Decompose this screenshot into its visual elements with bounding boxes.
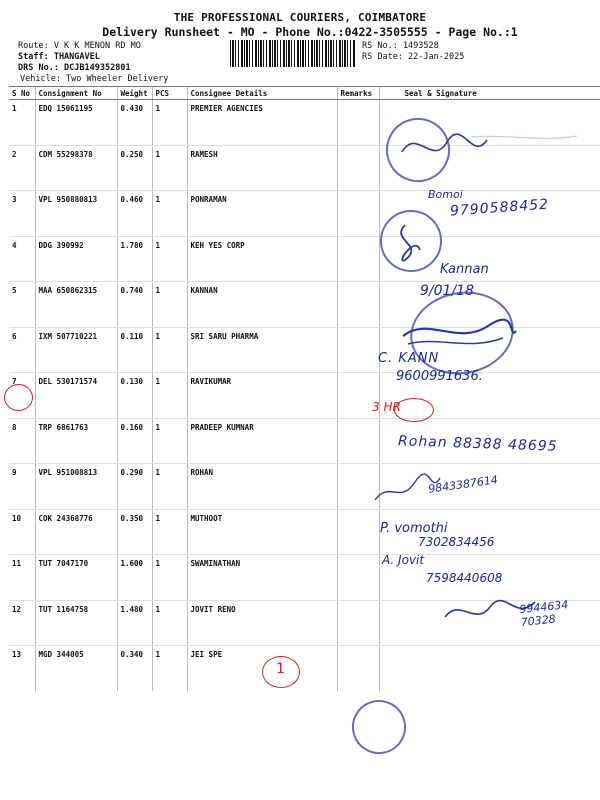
cell-remarks bbox=[337, 600, 379, 646]
cell-pcs: 1 bbox=[152, 373, 187, 419]
handwriting-row11-name: P. vomothi bbox=[380, 521, 448, 536]
cell-weight: 0.160 bbox=[117, 418, 152, 464]
cell-sno: 2 bbox=[9, 145, 35, 191]
cell-remarks bbox=[337, 418, 379, 464]
cell-weight: 1.780 bbox=[117, 236, 152, 282]
cell-signature bbox=[379, 646, 600, 691]
cell-pcs: 1 bbox=[152, 236, 187, 282]
cell-remarks bbox=[337, 327, 379, 373]
cell-weight: 0.110 bbox=[117, 327, 152, 373]
cell-weight: 0.340 bbox=[117, 646, 152, 691]
cell-remarks bbox=[337, 555, 379, 601]
cell-weight: 0.130 bbox=[117, 373, 152, 419]
col-remarks: Remarks bbox=[337, 87, 379, 100]
cell-consignment: MGD 344005 bbox=[35, 646, 117, 691]
col-seal-signature: Seal & Signature bbox=[379, 87, 600, 100]
handwriting-row7-name: C. KANN bbox=[378, 351, 440, 366]
cell-consignment: TUT 7047170 bbox=[35, 555, 117, 601]
cell-remarks bbox=[337, 145, 379, 191]
cell-remarks bbox=[337, 100, 379, 146]
handwriting-row5-date: 9/01/18 bbox=[420, 283, 474, 299]
cell-sno: 11 bbox=[9, 555, 35, 601]
handwriting-row7-phone: 9600991636. bbox=[396, 369, 483, 384]
table-row bbox=[9, 646, 600, 691]
vehicle: Vehicle: Two Wheeler Delivery bbox=[20, 74, 169, 84]
cell-pcs: 1 bbox=[152, 100, 187, 146]
table-row bbox=[9, 509, 600, 555]
cell-sno: 10 bbox=[9, 509, 35, 555]
handwriting-row11-phone: 7302834456 bbox=[418, 535, 495, 549]
cell-consignee: RAVIKUMAR bbox=[187, 373, 337, 419]
cell-weight: 0.460 bbox=[117, 191, 152, 237]
cell-sno: 13 bbox=[12, 650, 22, 659]
cell-weight: 0.290 bbox=[117, 464, 152, 510]
cell-sno: 8 bbox=[9, 418, 35, 464]
cell-pcs: 1 bbox=[152, 464, 187, 510]
col-weight: Weight bbox=[117, 87, 152, 100]
signature-row4 bbox=[385, 215, 445, 270]
barcode bbox=[230, 40, 355, 67]
cell-consignee: RAMESH bbox=[187, 145, 337, 191]
cell-consignee: MUTHOOT bbox=[187, 509, 337, 555]
handwriting-row9: Rohan 88388 48695 bbox=[397, 433, 558, 455]
cell-consignment: MAA 650862315 bbox=[35, 282, 117, 328]
cell-sno: 12 bbox=[9, 600, 35, 646]
cell-weight: 0.250 bbox=[117, 145, 152, 191]
handwriting-row12-phone: 7598440608 bbox=[426, 571, 503, 585]
cell-remarks bbox=[337, 509, 379, 555]
cell-consignment: CDM 55298378 bbox=[35, 145, 117, 191]
cell-consignment: VPL 950880813 bbox=[35, 191, 117, 237]
col-sno: S No bbox=[9, 87, 35, 100]
handwriting-row13-phone: 9944634 70328 bbox=[518, 598, 569, 630]
cell-consignment: DEL 530171574 bbox=[35, 373, 117, 419]
cell-consignment: EDQ 15061195 bbox=[35, 100, 117, 146]
cell-consignee: KANNAN bbox=[187, 282, 337, 328]
signature-row1 bbox=[392, 122, 582, 182]
cell-remarks bbox=[337, 646, 379, 691]
table-row bbox=[9, 236, 600, 282]
cell-pcs: 1 bbox=[152, 418, 187, 464]
cell-consignment: DDG 390992 bbox=[35, 236, 117, 282]
cell-consignee: KEH YES CORP bbox=[187, 236, 337, 282]
runsheet-title: Delivery Runsheet - MO - Phone No.:0422-3505555 - Page No.:1 bbox=[102, 25, 518, 39]
cell-pcs: 1 bbox=[152, 646, 187, 691]
cell-consignee: SWAMINATHAN bbox=[187, 555, 337, 601]
cell-consignee: JEI SPE bbox=[187, 646, 337, 691]
cell-weight: 0.430 bbox=[117, 100, 152, 146]
cell-remarks bbox=[337, 282, 379, 328]
rs-date: RS Date: 22-Jan-2025 bbox=[362, 52, 465, 62]
cell-sno: 5 bbox=[9, 282, 35, 328]
cell-consignment: TUT 1164758 bbox=[35, 600, 117, 646]
col-consignment: Consignment No bbox=[35, 87, 117, 100]
route: Route: V K K MENON RD MO bbox=[18, 41, 141, 51]
cell-consignment: COK 24368776 bbox=[35, 509, 117, 555]
cell-consignment: TRP 6861763 bbox=[35, 418, 117, 464]
cell-pcs: 1 bbox=[152, 327, 187, 373]
rs-number: RS No.: 1493528 bbox=[362, 41, 439, 51]
company-title: THE PROFESSIONAL COURIERS, COIMBATORE bbox=[173, 11, 427, 24]
cell-weight: 1.600 bbox=[117, 555, 152, 601]
cell-consignee: PONRAMAN bbox=[187, 191, 337, 237]
red-page-number: 1 bbox=[276, 661, 285, 677]
drs-number: DRS No.: DCJB149352801 bbox=[18, 63, 131, 73]
col-pcs: PCS bbox=[152, 87, 187, 100]
cell-weight: 1.480 bbox=[117, 600, 152, 646]
cell-sno: 1 bbox=[9, 100, 35, 146]
red-mark-row8: 3 HR bbox=[372, 400, 401, 414]
cell-consignee: JOVIT RENO bbox=[187, 600, 337, 646]
cell-consignee: PREMIER AGENCIES bbox=[187, 100, 337, 146]
handwriting-row3-name: Bomoi bbox=[428, 188, 463, 201]
cell-pcs: 1 bbox=[152, 600, 187, 646]
cell-remarks bbox=[337, 191, 379, 237]
red-circle-sno-8 bbox=[4, 384, 33, 411]
col-consignee: Consignee Details bbox=[187, 87, 337, 100]
handwriting-row5-name: Kannan bbox=[440, 262, 489, 277]
cell-sno: 3 bbox=[9, 191, 35, 237]
cell-remarks bbox=[337, 236, 379, 282]
cell-sno: 4 bbox=[9, 236, 35, 282]
cell-pcs: 1 bbox=[152, 282, 187, 328]
cell-sno: 6 bbox=[9, 327, 35, 373]
cell-consignment: VPL 951008813 bbox=[35, 464, 117, 510]
table-row bbox=[9, 373, 600, 419]
cell-pcs: 1 bbox=[152, 555, 187, 601]
cell-consignee: PRADEEP KUMNAR bbox=[187, 418, 337, 464]
cell-consignment: IXM 507710221 bbox=[35, 327, 117, 373]
cell-pcs: 1 bbox=[152, 145, 187, 191]
cell-pcs: 1 bbox=[152, 509, 187, 555]
cell-consignee: ROHAN bbox=[187, 464, 337, 510]
cell-sno: 9 bbox=[9, 464, 35, 510]
staff: Staff: THANGAVEL bbox=[18, 52, 100, 62]
stamp-bottom bbox=[343, 691, 415, 763]
cell-weight: 0.740 bbox=[117, 282, 152, 328]
handwriting-row10-phone: 9843387614 bbox=[427, 473, 499, 496]
handwriting-row12-name: A. Jovit bbox=[382, 553, 425, 567]
cell-consignee: SRI SARU PHARMA bbox=[187, 327, 337, 373]
table-header-row bbox=[9, 87, 600, 100]
table-row bbox=[9, 464, 600, 510]
handwriting-row3-phone: 9790588452 bbox=[449, 196, 550, 220]
cell-sno: 7 bbox=[9, 373, 35, 419]
cell-pcs: 1 bbox=[152, 191, 187, 237]
cell-weight: 0.350 bbox=[117, 509, 152, 555]
